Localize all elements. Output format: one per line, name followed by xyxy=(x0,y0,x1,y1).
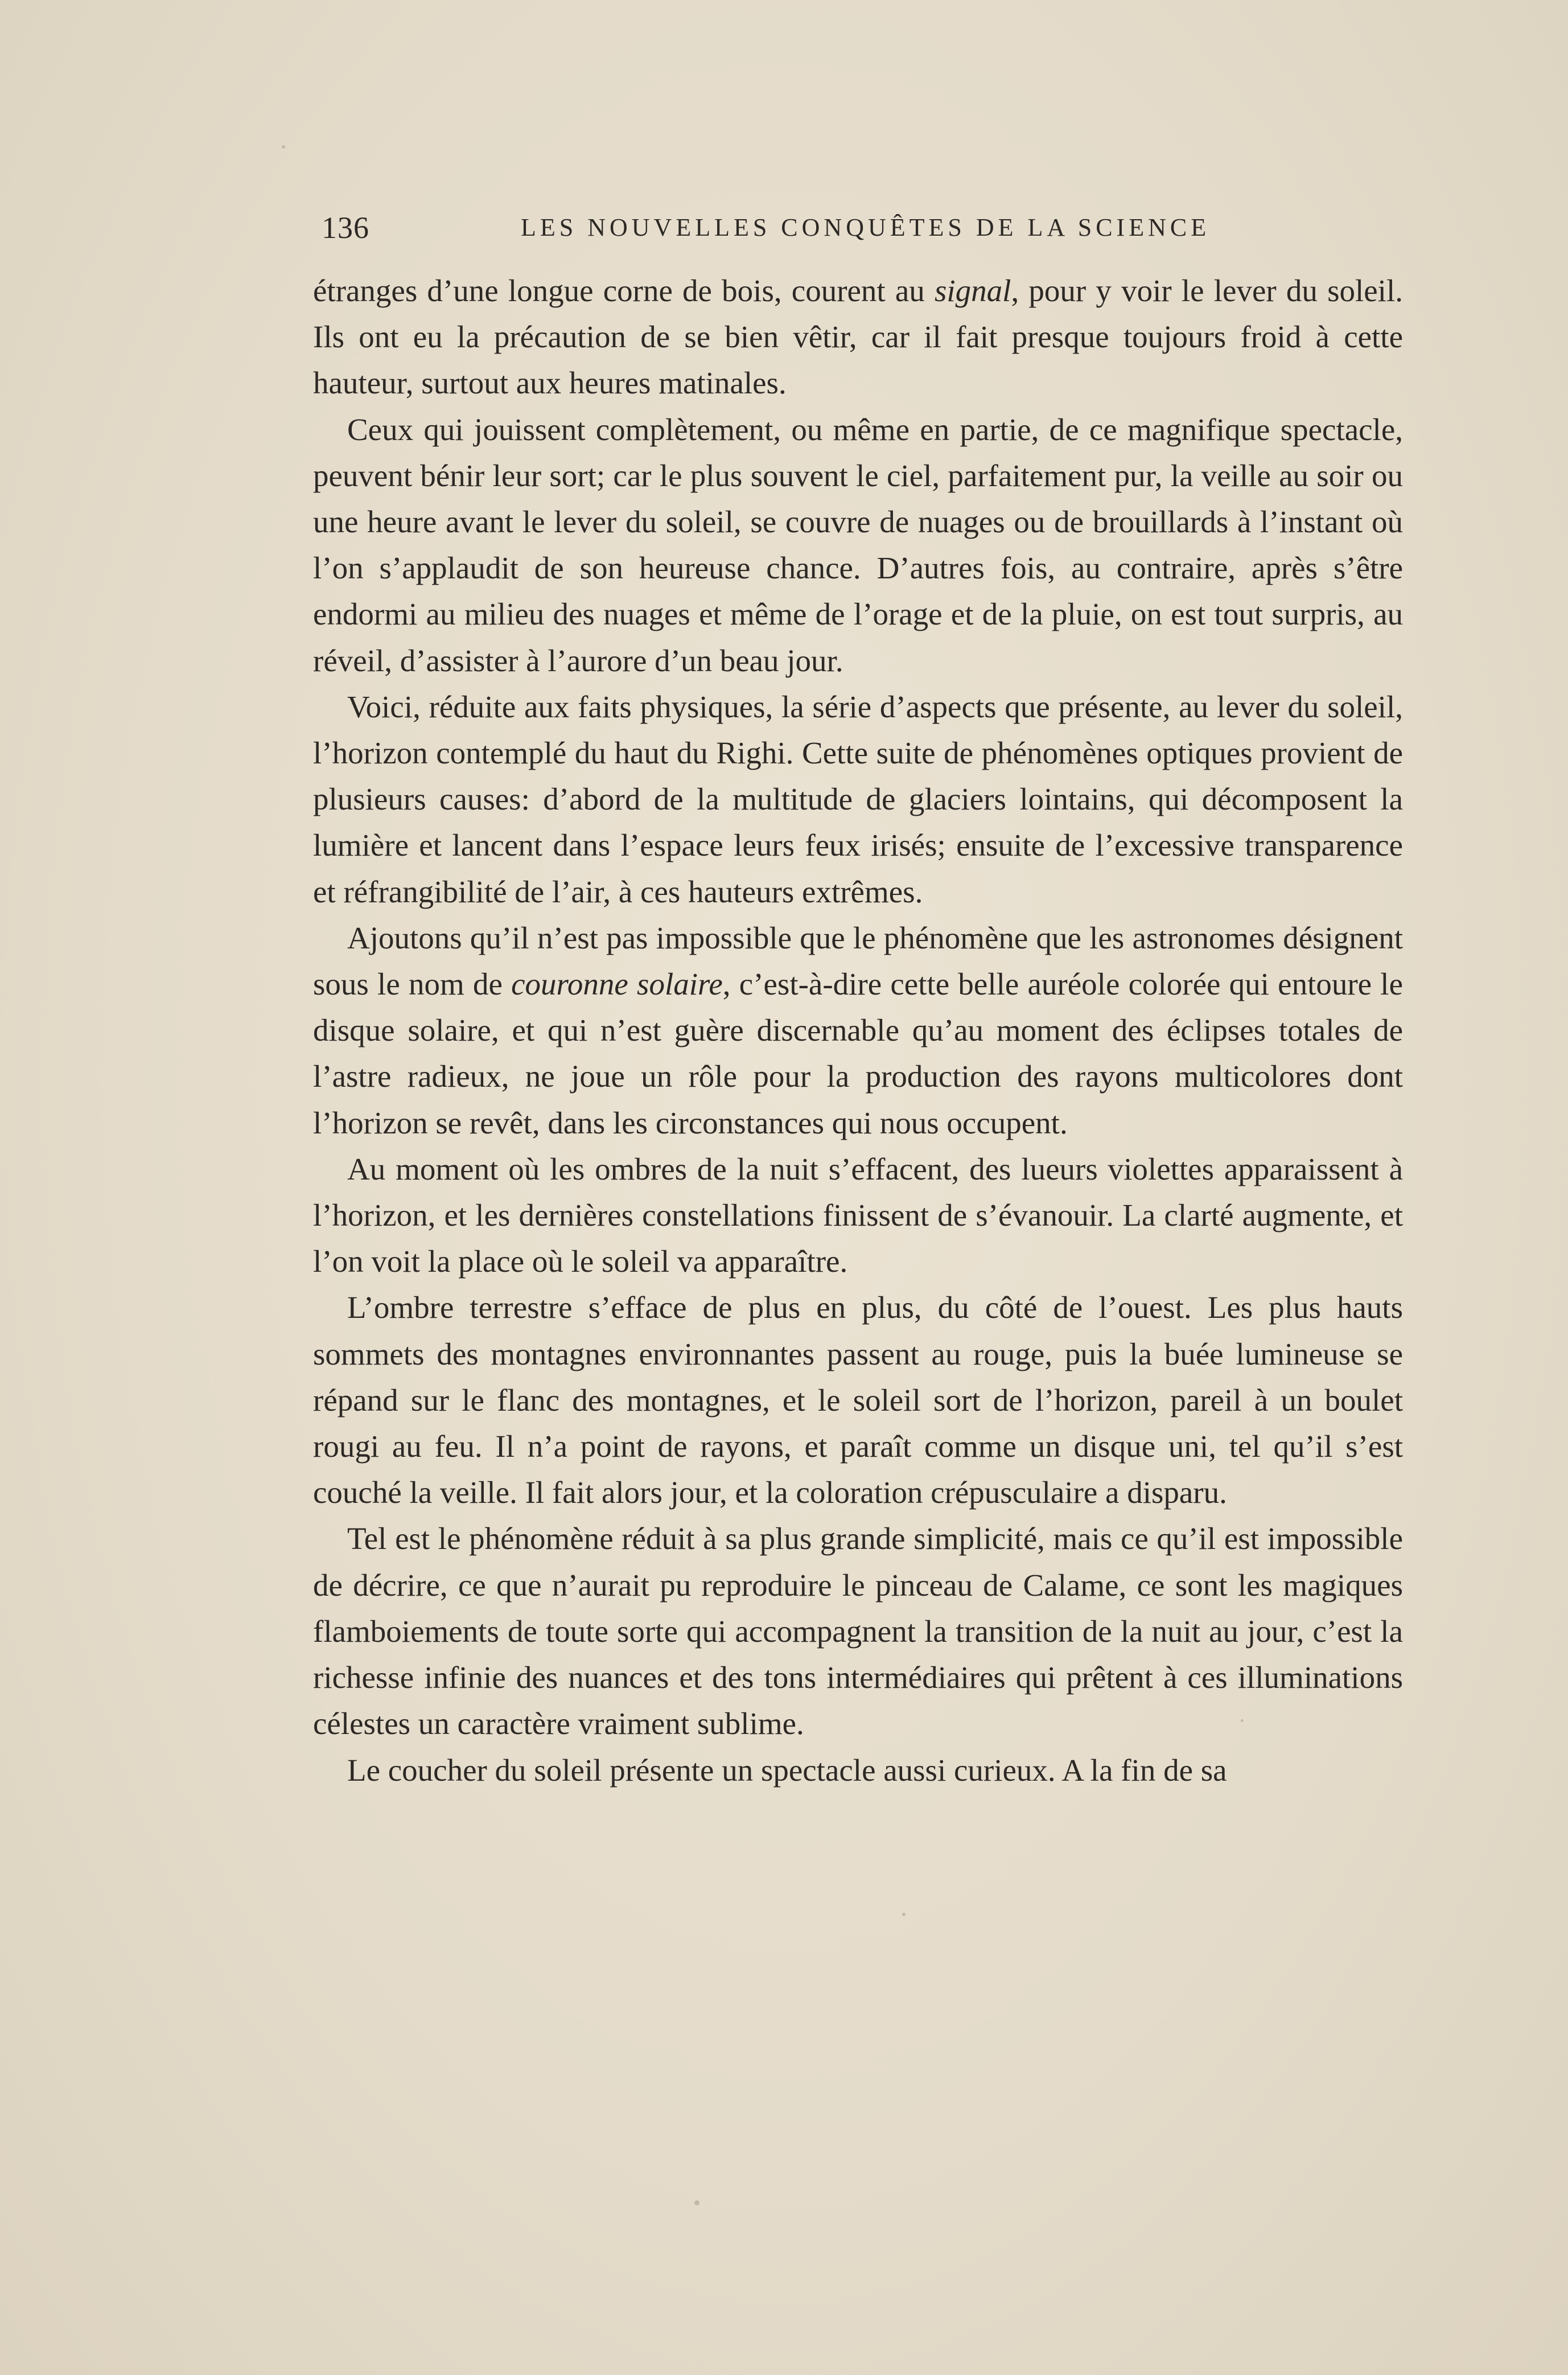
paragraph-1 xyxy=(313,268,1403,406)
paragraph-6: L’ombre terrestre s’efface de plus en plus, du côté de l’ouest. Les plus hauts sommets des montagnes environnantes passent au rouge, puis la buée lumineuse se répand sur le flanc des montagnes, et le soleil sort de l’horizon, pareil à un boulet rougi au feu. Il n’a point de rayons, et paraît comme un disque uni, tel qu’il s’est couché la veille. Il fait alors jour, et la coloration crépusculaire a disparu. xyxy=(313,1290,1403,1510)
paragraph-3: Voici, réduite aux faits physiques, la série d’aspects que présente, au lever du soleil, l’horizon contemplé du haut du Righi. Cette suite de phénomènes optiques provient de plusieurs causes: d’abord de la multitude de glaciers lointains, qui décomposent la lumière et lancent dans l’espace leurs feux irisés; ensuite de l’excessive transparence et réfrangibilité de l’air, à ces hauteurs extrêmes. xyxy=(313,689,1403,909)
paragraph-5: Au moment où les ombres de la nuit s’effacent, des lueurs violettes apparaissent à l’horizon, et les dernières constellations finissent de s’évanouir. La clarté augmente, et l’on voit la place où le soleil va apparaître. xyxy=(313,1151,1403,1279)
paragraph-8: Le coucher du soleil présente un spectacle aussi curieux. A la fin de sa xyxy=(347,1752,1227,1788)
paragraph-2: Ceux qui jouissent complètement, ou même en partie, de ce magnifique spectacle, peuvent bénir leur sort; car le plus souvent le ciel, parfaitement pur, la veille au soir ou une heure avant le lever du soleil, se couvre de nuages ou de brouillards à l’instant où l’on s’applaudit de son heureuse chance. D’autres fois, au contraire, après s’être endormi au milieu des nuages et même de l’orage et de la pluie, on est tout surpris, au réveil, d’assister à l’aurore d’un beau jour. xyxy=(313,412,1403,678)
running-head xyxy=(322,208,1477,248)
paper-speck xyxy=(1241,1719,1244,1722)
paragraph-1-text-start: étranges d’une longue corne de bois, courent au xyxy=(313,273,935,308)
couronne-solaire-italic: couronne solaire xyxy=(511,967,723,1002)
paragraph-1-text-end: , pour y voir le lever du soleil. Ils ont eu la précaution de se bien vêtir, car il fait presque toujours froid à cette hauteur, surtout aux heures matinales. xyxy=(313,273,1403,401)
body-text xyxy=(313,268,1403,1793)
paragraph-4-text-end: , c’est-à-dire cette belle auréole colorée qui entoure le disque solaire, et qui n’est guère discernable qu’au moment des éclipses totales de l’astre radieux, ne joue un rôle pour la production des rayons multicolores dont l’horizon se revêt, dans les circonstances qui nous occupent. xyxy=(313,967,1404,1140)
page-number: 136 xyxy=(322,211,369,245)
paper-speck xyxy=(282,145,285,149)
paragraph-4-text-start: Ajoutons qu’il n’est pas impossible que le phénomène que les astronomes désignent sous le nom de xyxy=(313,920,1403,1002)
paragraph-4 xyxy=(313,915,1403,1146)
book-title: LES NOUVELLES CONQUÊTES DE LA SCIENCE xyxy=(521,213,1211,241)
paper-speck xyxy=(902,1913,906,1916)
paragraph-7: Tel est le phénomène réduit à sa plus grande simplicité, mais ce qu’il est impossible de décrire, ce que n’aurait pu reproduire le pinceau de Calame, ce sont les magiques flamboiements de toute sorte qui accompagnent la transition de la nuit au jour, c’est la richesse infinie des nuances et des tons intermédiaires qui prêtent à ces illuminations célestes un caractère vraiment sublime. xyxy=(313,1521,1403,1741)
signal-italic: signal xyxy=(935,273,1011,308)
paper-speck xyxy=(694,2200,699,2205)
